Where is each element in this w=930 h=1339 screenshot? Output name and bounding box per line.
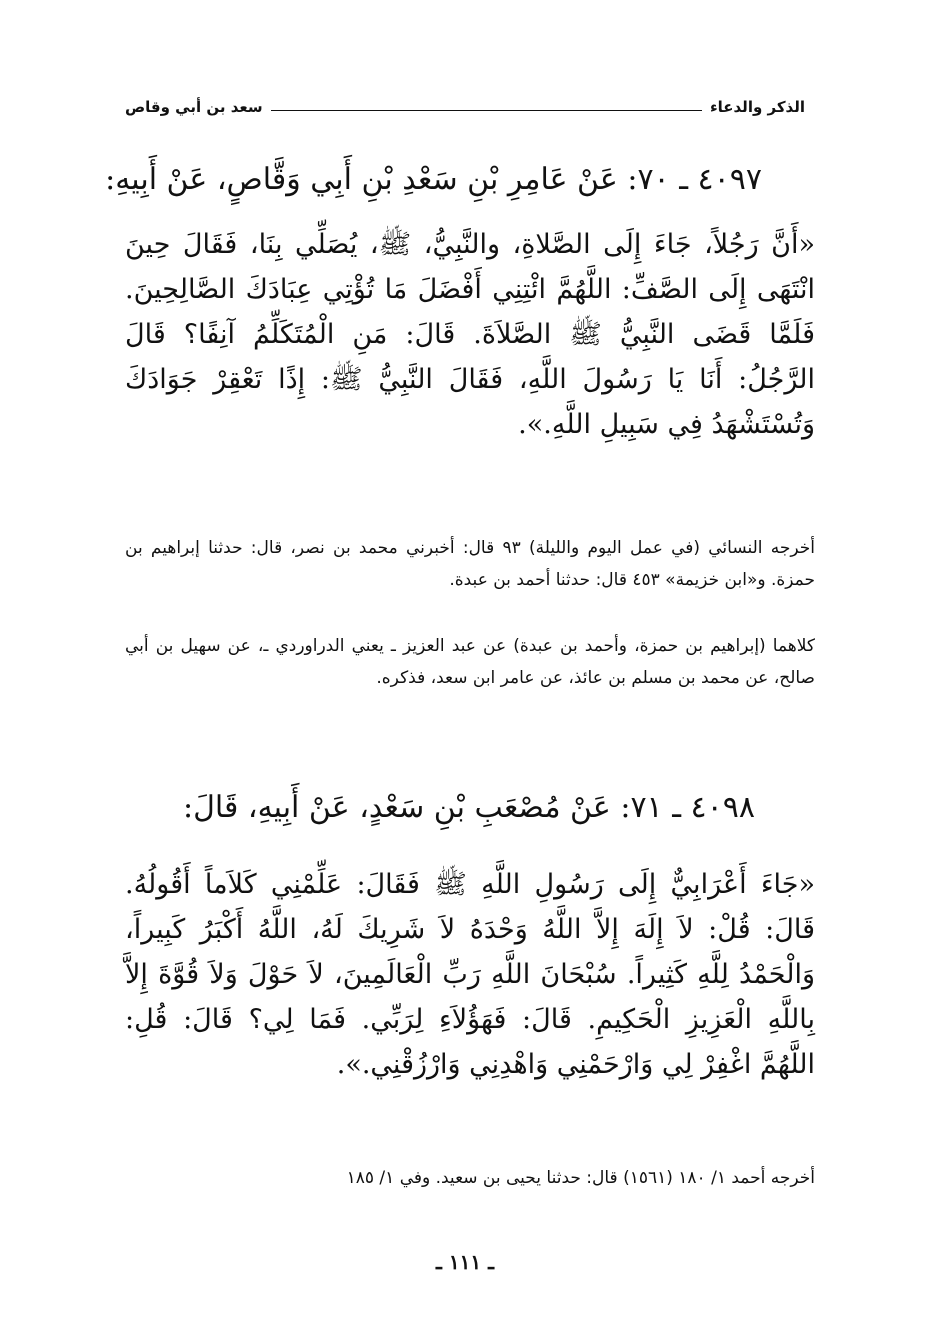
hadith-4097-title: ٤٠٩٧ ـ ٧٠: عَنْ عَامِرِ بْنِ سَعْدِ بْنِ أَبِي وَقَّاصٍ، عَنْ أَبِيهِ: xyxy=(105,162,762,197)
hadith-4097-takhrij-2: كلاهما (إبراهيم بن حمزة، وأحمد بن عبدة) عن عبد العزيز ـ يعني الدراوردي ـ، عن سهيل بن أبي صالح، عن محمد بن مسلم بن عائذ، عن عامر ابن سعد، فذكره. xyxy=(125,636,815,688)
hadith-4098-title: ٤٠٩٨ ـ ٧١: عَنْ مُصْعَبِ بْنِ سَعْدٍ، عَنْ أَبِيهِ، قَالَ: xyxy=(182,790,755,825)
header-book-title: الذكر والدعاء xyxy=(709,98,805,116)
hadith-4098-text: «جَاءَ أَعْرَابِيٌّ إِلَى رَسُولِ اللَّهِ ﷺ فَقَالَ: عَلِّمْنِي كَلاَماً أَقُولُهُ. قَالَ: قُلْ: لاَ إِلَهَ إِلاَّ اللَّهُ وَحْدَهُ لاَ شَرِيكَ لَهُ، اللَّهُ أَكْبَرُ كَبِيراً، وَالْحَمْدُ لِلَّهِ كَثِيراً. سُبْحَانَ اللَّهِ رَبِّ الْعَالَمِينَ، لاَ حَوْلَ وَلاَ قُوَّةَ إِلاَّ بِاللَّهِ الْعَزِيزِ الْحَكِيمِ. قَالَ: فَهَؤُلاَءِ لِرَبِّي. فَمَا لِي؟ قَالَ: قُلِ: اللَّهُمَّ اغْفِرْ لِي وَارْحَمْنِي وَاهْدِنِي وَارْزُقْنِي.». xyxy=(125,869,815,1080)
hadith-4098-takhrij-1: أخرجه أحمد ١/ ١٨٠ (١٥٦١) قال: حدثنا يحيى بن سعيد. وفي ١/ ١٨٥ xyxy=(346,1168,815,1188)
page-number: ـ ١١١ ـ xyxy=(436,1250,494,1274)
running-header xyxy=(125,92,805,116)
hadith-4097-text: «أَنَّ رَجُلاً، جَاءَ إِلَى الصَّلاةِ، والنَّبِيُّ، ﷺ، يُصَلِّي بِنَا، فَقَالَ حِينَ انْتَهَى إِلَى الصَّفِّ: اللَّهُمَّ ائْتِنِي أَفْضَلَ مَا تُؤْتِي عِبَادَكَ الصَّالِحِينَ. فَلَمَّا قَضَى النَّبِيُّ ﷺ الصَّلاَةَ. قَالَ: مَنِ الْمُتَكَلِّمُ آنِفًا؟ قَالَ الرَّجُلُ: أَنَا يَا رَسُولَ اللَّهِ، فَقَالَ النَّبِيُّ ﷺ: إِذًا تَعْقِرْ جَوَادَكَ وَتُسْتَشْهَدُ فِي سَبِيلِ اللَّهِ.». xyxy=(125,229,815,440)
hadith-4097-takhrij-1: أخرجه النسائي (في عمل اليوم والليلة) ٩٣ قال: أخبرني محمد بن نصر، قال: حدثنا إبراهيم بن حمزة. و«ابن خزيمة» ٤٥٣ قال: حدثنا أحمد بن عبدة. xyxy=(125,538,815,590)
header-section-title: سعد بن أبي وقاص xyxy=(125,98,263,116)
header-rule xyxy=(271,110,702,111)
